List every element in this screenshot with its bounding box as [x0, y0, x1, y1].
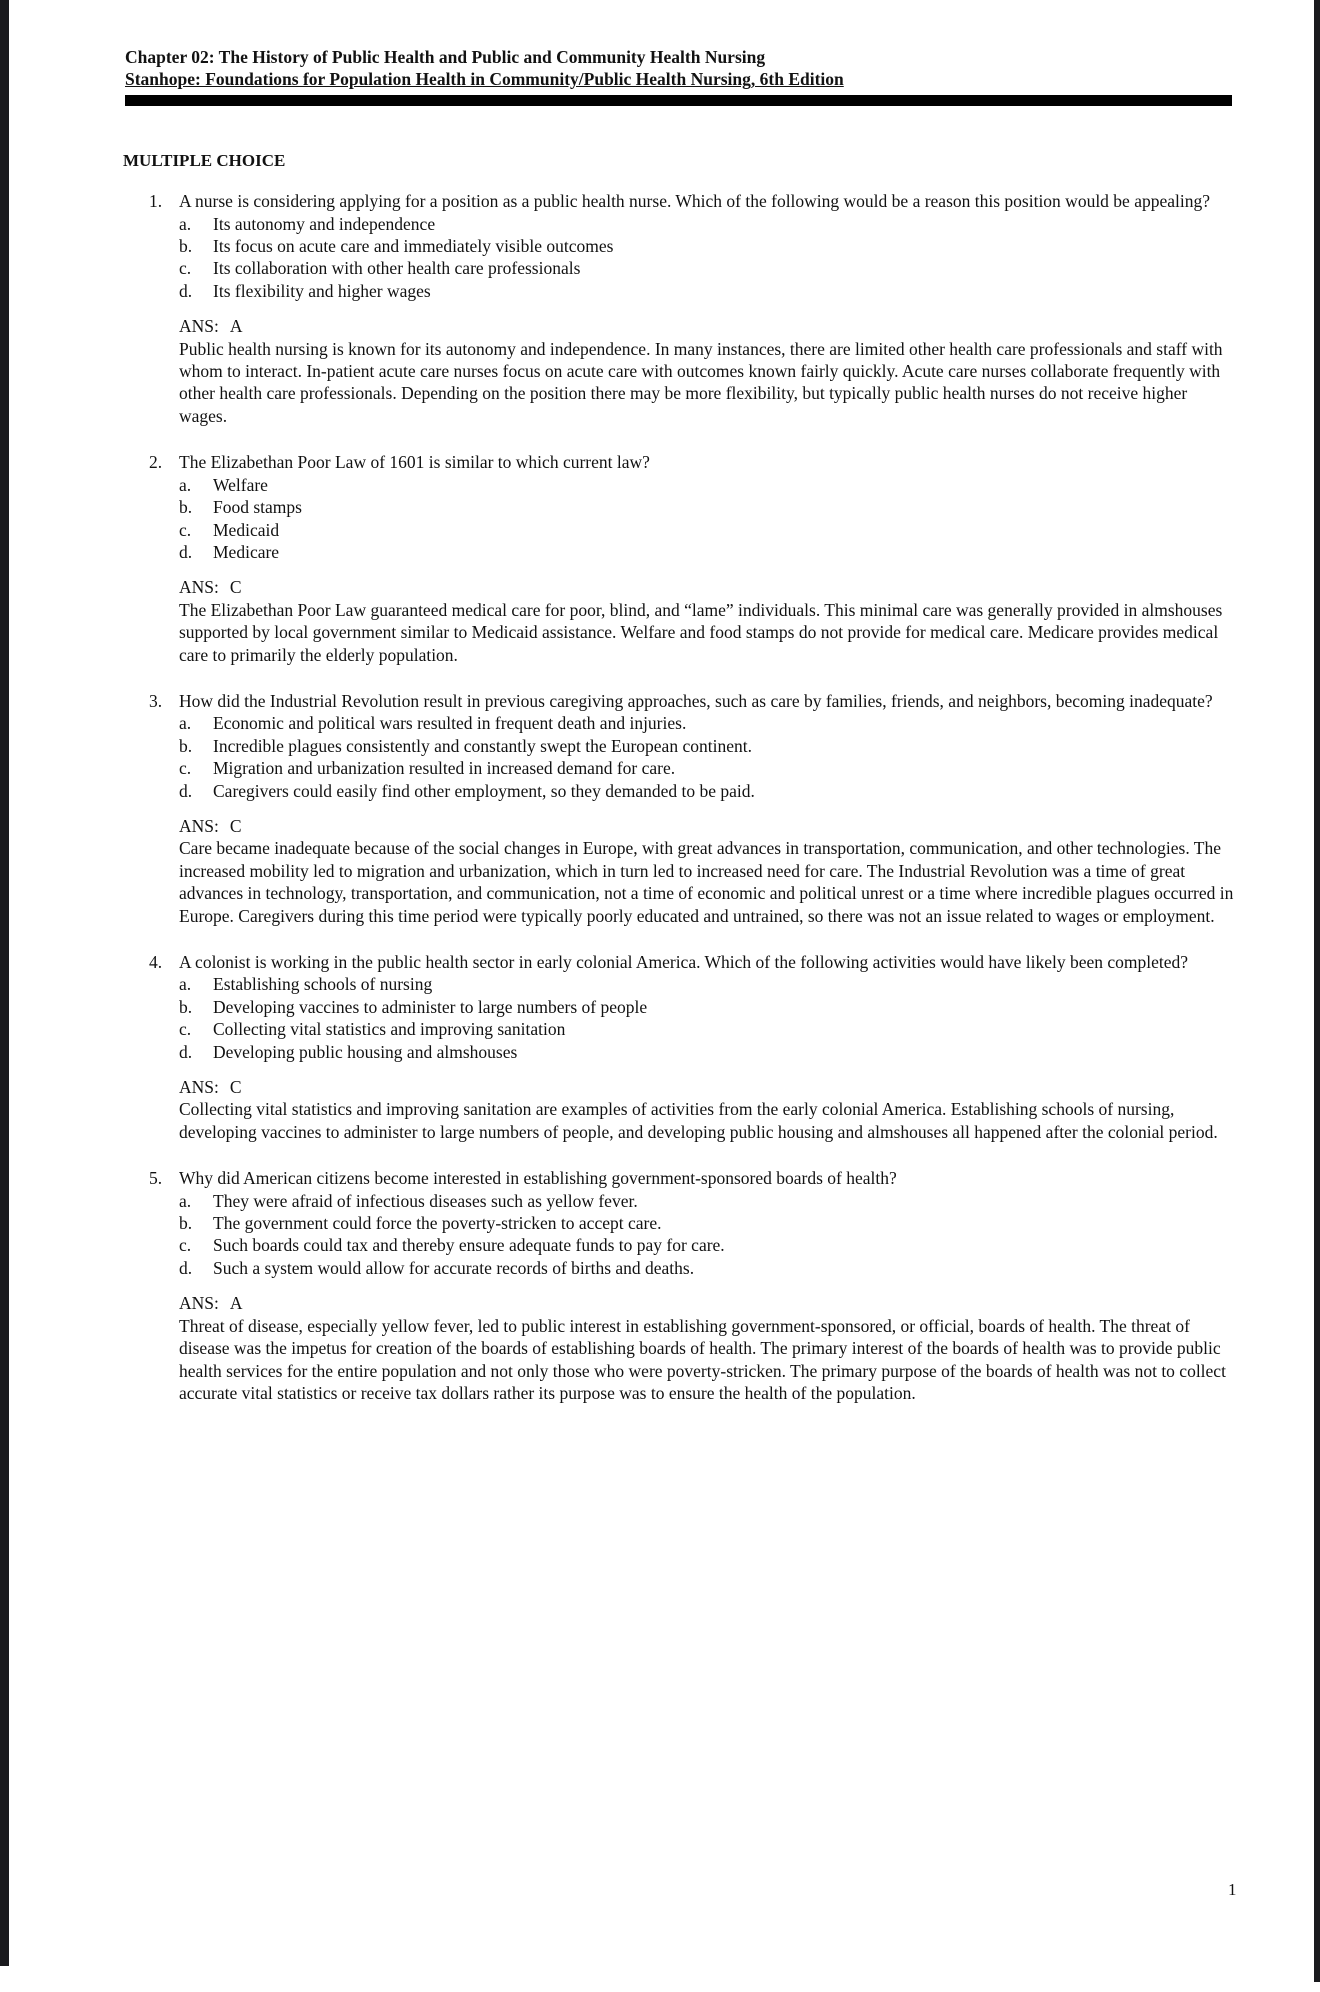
rationale-text: The Elizabethan Poor Law guaranteed medical care for poor, blind, and “lame” individuals. This minimal care was generally provided in almshouses supported by local government similar to Medicaid assistance. Welfare and food stamps do not provide for medical care. Medicare provides medical care to primarily the elderly population. — [179, 599, 1223, 665]
answer-value: A — [229, 1293, 243, 1314]
answer-option — [179, 1018, 1237, 1040]
answer-option — [179, 780, 1237, 802]
answer-option — [179, 235, 1237, 257]
option-letter: a. — [179, 1190, 192, 1211]
option-letter: c. — [179, 1235, 192, 1256]
answer-option — [179, 1212, 1237, 1234]
question-item — [149, 690, 1237, 927]
option-text: Such boards could tax and thereby ensure adequate funds to pay for care. — [213, 1235, 725, 1256]
rationale-text: Threat of disease, especially yellow fever, led to public interest in establishing government-sponsored, or official, boards of health. The threat of disease was the impetus for creation of the boards of establishing boards of health. The primary interest of the boards of health was to provide public health services for the entire population and not only those who were poverty-stricken. The primary purpose of the boards of health was not to collect accurate vital statistics or receive tax dollars rather its purpose was to ensure the health of the population. — [179, 1315, 1226, 1403]
question-item — [149, 451, 1237, 666]
option-text: Migration and urbanization resulted in increased demand for care. — [213, 758, 676, 779]
option-text: Its autonomy and independence — [213, 213, 436, 234]
option-letter: b. — [179, 1213, 193, 1234]
question-list — [149, 190, 1237, 1404]
option-text: They were afraid of infectious diseases such as yellow fever. — [213, 1190, 638, 1211]
question-text: A nurse is considering applying for a position as a public health nurse. Which of the following would be a reason this position would be appealing? — [179, 191, 1210, 212]
question-number: 4. — [149, 952, 163, 972]
option-letter: b. — [179, 236, 193, 257]
answer-option — [179, 257, 1237, 279]
answer-option — [179, 496, 1237, 518]
answer-line — [179, 576, 1237, 598]
answer-option — [179, 712, 1237, 734]
option-letter: c. — [179, 258, 192, 279]
option-letter: c. — [179, 519, 192, 540]
answer-label: ANS: — [179, 316, 219, 337]
option-text: Developing vaccines to administer to large numbers of people — [213, 996, 648, 1017]
answer-option — [179, 735, 1237, 757]
option-text: Caregivers could easily find other employment, so they demanded to be paid. — [213, 780, 755, 801]
question-text: How did the Industrial Revolution result in previous caregiving approaches, such as care by families, friends, and neighbors, becoming inadequate? — [179, 690, 1213, 711]
option-text: Collecting vital statistics and improving sanitation — [213, 1019, 566, 1040]
option-text: Establishing schools of nursing — [213, 974, 433, 995]
answer-option — [179, 1257, 1237, 1279]
rationale-text: Care became inadequate because of the social changes in Europe, with great advances in transportation, communication, and other technologies. The increased mobility led to migration and urbanization, which in turn led to increased need for care. The Industrial Revolution was a time of great advances in technology, transportation, and communication, not a time of economic and political unrest or a time where incredible plagues occurred in Europe. Caregivers during this time period were typically poorly educated and untrained, so there was not an issue related to wages or employment. — [179, 838, 1234, 926]
answer-option — [179, 1041, 1237, 1063]
option-letter: a. — [179, 474, 192, 495]
option-text: Food stamps — [213, 497, 302, 518]
answer-option — [179, 280, 1237, 302]
chapter-title: Chapter 02: The History of Public Health and Public and Community Health Nursing — [125, 47, 766, 67]
option-text: Welfare — [213, 474, 268, 495]
option-letter: a. — [179, 713, 192, 734]
question-number: 1. — [149, 191, 163, 212]
answer-value: C — [229, 1077, 242, 1098]
option-text: Medicare — [213, 541, 280, 562]
answer-option — [179, 973, 1237, 995]
option-text: Developing public housing and almshouses — [213, 1041, 518, 1062]
rationale-text: Collecting vital statistics and improving sanitation are examples of activities from the early colonial America. Establishing schools of nursing, developing vaccines to administer to large numbers of people, and developing public housing and almshouses all happened after the colonial period. — [179, 1099, 1218, 1142]
option-letter: b. — [179, 735, 193, 756]
answer-label: ANS: — [179, 1077, 219, 1098]
option-text: Such a system would allow for accurate records of births and deaths. — [213, 1257, 695, 1278]
question-number: 2. — [149, 452, 163, 473]
answer-option — [179, 213, 1237, 235]
question-item — [149, 951, 1237, 1143]
rationale-text: Public health nursing is known for its autonomy and independence. In many instances, there are limited other health care professionals and staff with whom to interact. In-patient acute care nurses focus on acute care with outcomes known fairly quickly. Acute care nurses collaborate frequently with other health care professionals. Depending on the position there may be more flexibility, but typically public health nurses do not receive higher wages. — [179, 338, 1223, 426]
option-letter: c. — [179, 1019, 192, 1040]
option-text: Its focus on acute care and immediately visible outcomes — [213, 236, 614, 257]
option-letter: b. — [179, 497, 193, 518]
question-text: The Elizabethan Poor Law of 1601 is similar to which current law? — [179, 452, 650, 473]
option-text: Economic and political wars resulted in frequent death and injuries. — [213, 713, 687, 734]
answer-value: A — [229, 316, 243, 337]
option-letter: a. — [179, 974, 192, 995]
question-text: Why did American citizens become interested in establishing government-sponsored boards of health? — [179, 1168, 897, 1189]
option-text: Its collaboration with other health care professionals — [213, 258, 581, 279]
answer-line — [179, 815, 1237, 837]
book-title: Stanhope: Foundations for Population Health in Community/Public Health Nursing, 6th Edition — [125, 69, 844, 90]
answer-label: ANS: — [179, 815, 219, 836]
option-letter: d. — [179, 280, 193, 301]
option-letter: d. — [179, 1041, 193, 1062]
option-letter: b. — [179, 996, 193, 1017]
answer-option — [179, 757, 1237, 779]
document-header — [125, 46, 1320, 106]
answer-value: C — [229, 577, 242, 598]
option-letter: d. — [179, 1257, 193, 1278]
question-item — [149, 190, 1237, 427]
question-number: 5. — [149, 1168, 163, 1189]
answer-option — [179, 474, 1237, 496]
answer-value: C — [229, 815, 242, 836]
option-letter: d. — [179, 780, 193, 801]
answer-option — [179, 541, 1237, 563]
option-letter: a. — [179, 213, 192, 234]
answer-option — [179, 996, 1237, 1018]
header-rule — [125, 95, 1232, 106]
answer-option — [179, 519, 1237, 541]
question-number: 3. — [149, 690, 163, 711]
option-text: The government could force the poverty-stricken to accept care. — [213, 1213, 662, 1234]
page-number: 1 — [1228, 1880, 1237, 1899]
answer-label: ANS: — [179, 1293, 219, 1314]
question-text: A colonist is working in the public health sector in early colonial America. Which of the following activities would have likely been completed? — [179, 952, 1189, 972]
option-text: Its flexibility and higher wages — [213, 280, 431, 301]
option-text: Incredible plagues consistently and constantly swept the European continent. — [213, 735, 752, 756]
answer-line — [179, 1292, 1237, 1314]
option-letter: d. — [179, 541, 193, 562]
answer-label: ANS: — [179, 577, 219, 598]
answer-line — [179, 315, 1237, 337]
answer-option — [179, 1190, 1237, 1212]
option-letter: c. — [179, 758, 192, 779]
option-text: Medicaid — [213, 519, 280, 540]
answer-option — [179, 1234, 1237, 1256]
answer-line — [179, 1076, 1237, 1098]
section-heading: MULTIPLE CHOICE — [123, 150, 286, 170]
question-item — [149, 1167, 1237, 1404]
